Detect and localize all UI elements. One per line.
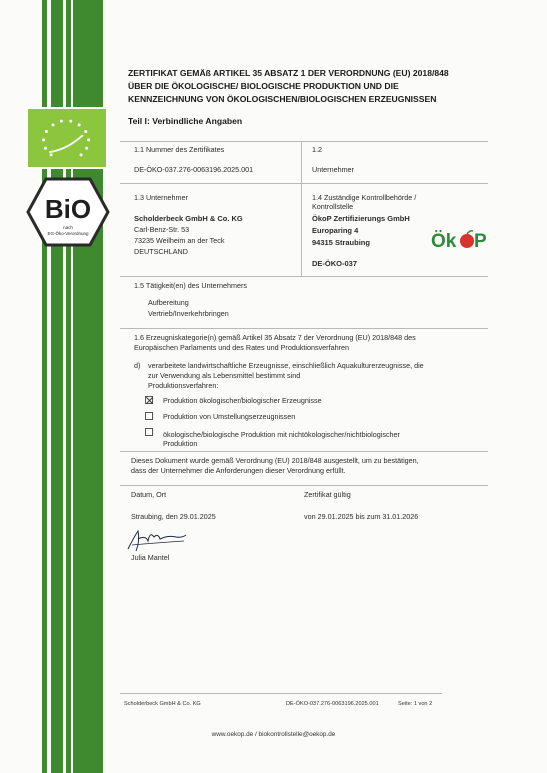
- footer-page: Seite: 1 von 2: [398, 701, 433, 707]
- cert-number-value: DE-ÖKO-037.276-0063196.2025.001: [134, 165, 254, 174]
- divider: [120, 141, 488, 142]
- checkbox-label: ökologische/biologische Produktion mit nichtökologischer/nichtbiologischer: [163, 430, 400, 439]
- category-intro: 1.6 Erzeugniskategorie(n) gemäß Artikel 35 Absatz 7 der Verordnung (EU) 2018/848 des: [134, 333, 416, 342]
- authority-code: DE-ÖKO-037: [312, 259, 358, 268]
- category-d-text: verarbeitete landwirtschaftliche Erzeugnisse, einschließlich Aquakulturerzeugnisse, die: [148, 361, 424, 370]
- certificate-title: [128, 67, 488, 106]
- authority-city: 94315 Straubing: [312, 238, 370, 247]
- eu-organic-leaf-icon: [26, 107, 108, 169]
- footer-contact: [0, 731, 547, 738]
- divider: [120, 276, 488, 277]
- email-link[interactable]: biokontrollstelle@oekop.de: [258, 731, 336, 738]
- category-marker: d): [134, 361, 141, 370]
- checkbox-organic-production[interactable]: [145, 396, 153, 404]
- checkbox-label: Produktion: [163, 439, 198, 448]
- checkbox-label: Produktion ökologischer/biologischer Erzeugnisse: [163, 396, 322, 405]
- category-intro: Europäischen Parlaments und des Rates und Produktionsverfahren: [134, 343, 349, 352]
- svg-text:P: P: [474, 231, 487, 251]
- checkbox-label: Produktion von Umstellungserzeugnissen: [163, 412, 296, 421]
- cert-number-label: 1.1 Nummer des Zertifikates: [134, 145, 225, 154]
- divider: [301, 141, 302, 276]
- statement-text: dass der Unternehmer die Anforderungen dieser Verordnung erfüllt.: [131, 466, 346, 475]
- activity-item: Vertrieb/Inverkehrbringen: [148, 309, 229, 318]
- divider: [120, 328, 488, 329]
- activity-item: Aufbereitung: [148, 298, 189, 307]
- validity-value: von 29.01.2025 bis zum 31.01.2026: [304, 512, 419, 521]
- date-place-label: Datum, Ort: [131, 490, 167, 499]
- operator-street: Carl-Benz-Str. 53: [134, 225, 190, 234]
- operator-label: 1.3 Unternehmer: [134, 193, 188, 202]
- divider: [120, 183, 488, 184]
- divider: [120, 485, 488, 486]
- bio-seal-icon: [26, 176, 110, 248]
- bio-seal-caption: EG-Öko-Verordnung: [47, 231, 89, 236]
- category-d-text: Produktionsverfahren:: [148, 381, 219, 390]
- date-place-value: Straubing, den 29.01.2025: [131, 512, 216, 521]
- authority-street: Europaring 4: [312, 226, 359, 235]
- checkbox-parallel-production[interactable]: [145, 428, 153, 436]
- field-1-2-value: Unternehmer: [312, 165, 354, 174]
- activity-label: 1.5 Tätigkeit(en) des Unternehmers: [134, 281, 247, 290]
- authority-label: 1.4 Zuständige Kontrollbehörde /: [312, 193, 417, 202]
- footer-company: Scholderbeck GmbH & Co. KG: [124, 701, 201, 707]
- checkbox-conversion-production[interactable]: [145, 412, 153, 420]
- validity-label: Zertifikat gültig: [304, 490, 351, 499]
- title-line: ZERTIFIKAT GEMÄß ARTIKEL 35 ABSATZ 1 DER VERORDNUNG (EU) 2018/848: [128, 68, 449, 78]
- title-line: ÜBER DIE ÖKOLOGISCHE/ BIOLOGISCHE PRODUKTION UND DIE: [128, 81, 399, 91]
- handwritten-signature: [124, 527, 190, 555]
- svg-text:Ök: Ök: [431, 231, 457, 251]
- part1-heading: Teil I: Verbindliche Angaben: [128, 116, 243, 126]
- operator-city: 73235 Weilheim an der Teck: [134, 236, 225, 245]
- field-1-2-label: 1.2: [312, 145, 322, 154]
- okop-logo: [431, 229, 489, 251]
- operator-name: Scholderbeck GmbH & Co. KG: [134, 214, 243, 223]
- divider: [120, 451, 488, 452]
- category-d-text: zur Verwendung als Lebensmittel bestimmt sind: [148, 371, 301, 380]
- operator-country: DEUTSCHLAND: [134, 247, 188, 256]
- title-line: KENNZEICHNUNG VON ÖKOLOGISCHEN/BIOLOGISCHEN ERZEUGNISSEN: [128, 94, 437, 104]
- footer-cert-number: DE-ÖKO-037.276-0063196.2025.001: [286, 701, 379, 707]
- separator: /: [253, 731, 259, 738]
- website-link[interactable]: www.oekop.de: [211, 731, 254, 738]
- statement-text: Dieses Dokument wurde gemäß Verordnung (EU) 2018/848 ausgestellt, um zu bestätigen,: [131, 456, 419, 465]
- authority-label: Kontrollstelle: [312, 202, 354, 211]
- signatory-name: Julia Mantel: [131, 553, 170, 562]
- bio-seal-caption: nach: [63, 225, 73, 230]
- authority-name: ÖkoP Zertifizierungs GmbH: [312, 214, 410, 223]
- bio-seal-text: BiO: [44, 194, 92, 224]
- footer-divider: [120, 693, 442, 694]
